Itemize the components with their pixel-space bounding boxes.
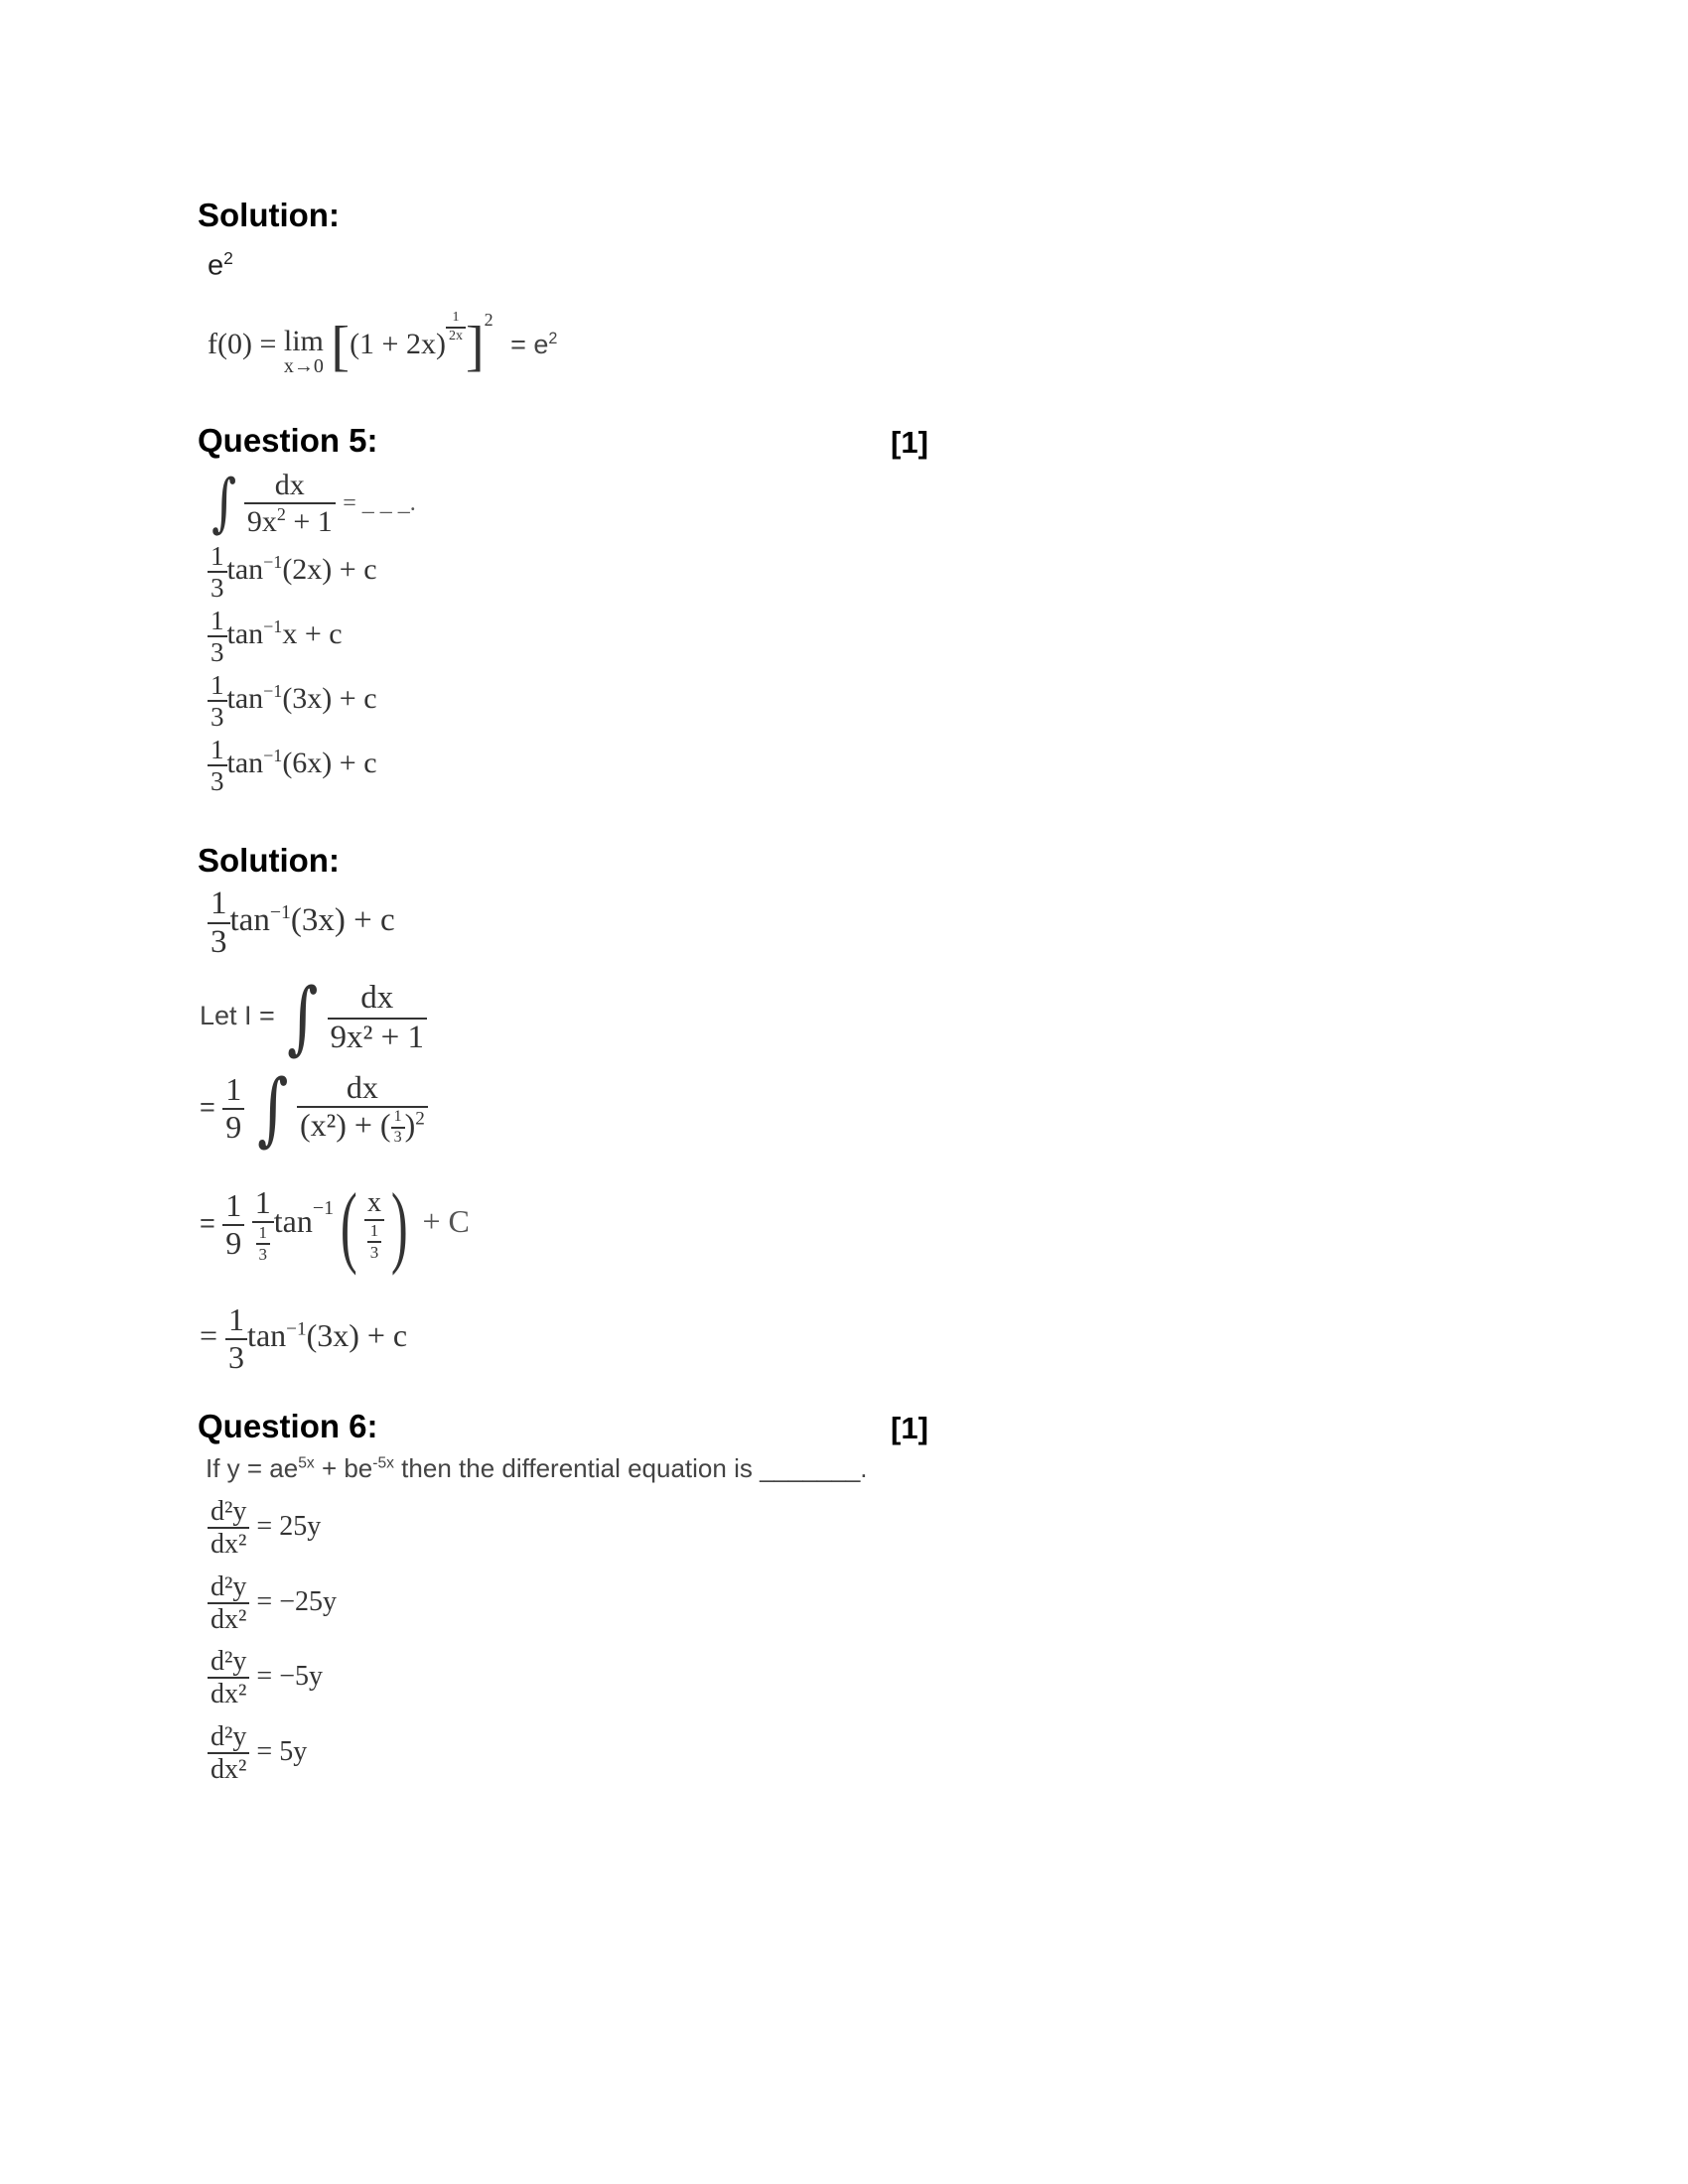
q5-answer: $\frac{1}{3}$ $\tan^{-1}(3x) + c$: [208, 887, 395, 959]
q5-step-3: = $\frac{1}{9}$ $\frac{1}{\frac{1}{3}}$ $\tan^{-1}$( $\frac{x}{\frac{1}{3}}$ ) + C: [200, 1174, 470, 1276]
question-6-heading: Question 6:: [198, 1408, 378, 1444]
q6-option-3[interactable]: $\frac{\text{d²y}}{\text{dx²}}$ = −5y: [208, 1647, 323, 1709]
q5-integrand: $\frac{dx}{9x^2 + 1}$: [244, 470, 336, 537]
q4-answer: $e^2$: [208, 248, 233, 282]
q6-option-2[interactable]: $\frac{\text{d²y}}{\text{dx²}}$ = −25y: [208, 1572, 337, 1635]
q5-step-1: Let I = ∫ $\frac{dx}{\text{9x² + 1}}$: [200, 978, 427, 1057]
q5-step-4: = $\frac{1}{3}$ $\tan^{-1}(3x) + c$: [200, 1301, 408, 1375]
q5-integral: ∫ $\frac{dx}{9x^2 + 1}$ = _ _ _.: [211, 467, 416, 540]
q4-limit-expression: f(0) = lim x→0 [(1 + 2x) $\frac{1}{2x}$ ]$^2 = e^2$: [208, 310, 558, 378]
q5-option-4[interactable]: $\frac{1}{3}$ $\tan^{-1}(6x) + c$: [208, 736, 377, 796]
q5-step-2: = $\frac{1}{9}$ ∫ dx (x²) + ( $\frac{1}{3}$ )$^2$: [200, 1069, 428, 1149]
question-5-marks: [1]: [891, 425, 928, 460]
q5-option-1[interactable]: $\frac{1}{3}$ $\tan^{-1}(2x) + c$: [208, 542, 377, 603]
q6-stem: If $y = ae^{5x} + be^{-5x}$ then the differential equation is _______.: [206, 1453, 868, 1483]
q5-option-3[interactable]: $\frac{1}{3}$ $\tan^{-1}(3x) + c$: [208, 671, 377, 732]
q5-option-2[interactable]: $\frac{1}{3}$ $\tan^{-1}x + c$: [208, 607, 343, 667]
question-6-marks: [1]: [891, 1411, 928, 1445]
solution-heading-q4: Solution:: [198, 197, 340, 233]
solution-heading-q5: Solution:: [198, 842, 340, 879]
inner-exponent: $\frac{1}{2x}$: [446, 311, 466, 343]
q6-option-1[interactable]: $\frac{\text{d²y}}{\text{dx²}}$ = 25y: [208, 1497, 321, 1560]
q6-option-4[interactable]: $\frac{\text{d²y}}{\text{dx²}}$ = 5y: [208, 1722, 307, 1785]
lim-operator: lim x→0: [283, 324, 324, 378]
question-5-heading: Question 5:: [198, 422, 378, 459]
